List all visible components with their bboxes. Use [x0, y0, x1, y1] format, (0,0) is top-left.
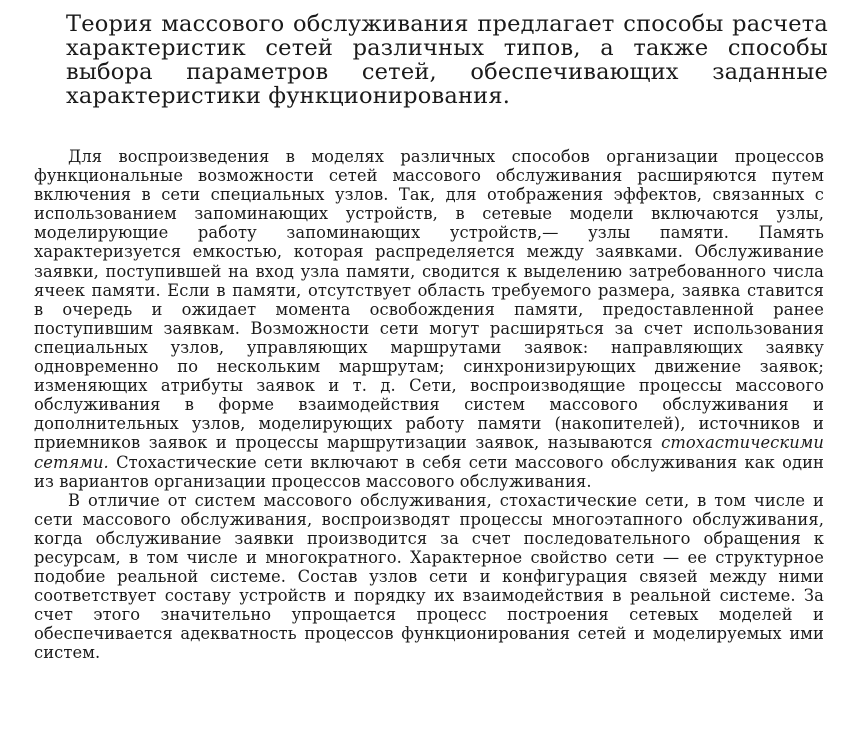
lead-paragraph: Теория массового обслуживания предлагает способы расчета характеристик сетей различных типов, а также способы выбора параметров сетей, обеспечивающих заданные характеристики функционирования. — [66, 11, 828, 109]
paragraph-difference: В отличие от систем массового обслуживания, стохастические сети, в том числе и сети массового обслуживания, воспроизводят процессы многоэтапного обслуживания, когда обслуживание заявки производится за счет последовательного обращения к ресурсам, в том числе и многократного. Характерное свойство сети — ее структурное подобие реальной системе. Состав узлов сети и конфигурация связей между ними соответствует составу устройств и порядку их взаимодействия в реальной системе. За счет этого значительно упрощается процесс построения сетевых моделей и обеспечивается адекватность процессов функционирования сетей и моделируемых ими систем. — [34, 490, 824, 663]
term-stochastic-networks: стохастическими сетями. — [34, 433, 824, 472]
body-text — [34, 147, 824, 663]
paragraph-text-after: Стохастические сети включают в себя сети массового обслуживания как один из вариантов организации процессов массового обслуживания. — [34, 452, 824, 491]
paragraph-text-before: Для воспроизведения в моделях различных способов организации процессов функциональные возможности сетей массового обслуживания расширяются путем включения в сети специальных узлов. Так, для отображения эффектов, связанных с использованием запоминающих устройств, в сетевые модели включаются узлы, моделирующие работу запоминающих устройств,— узлы памяти. Память характеризуется емкостью, которая распределяется между заявками. Обслуживание заявки, поступившей на вход узла памяти, сводится к выделению затребованного числа ячеек памяти. Если в памяти, отсутствует область требуемого размера, заявка ставится в очередь и ожидает момента освобождения памяти, предоставленной ранее поступившим заявкам. Возможности сети могут расширяться за счет использования специальных узлов, управляющих маршрутами заявок: направляющих заявку одновременно по нескольким маршрутам; синхронизирующих движение заявок; изменяющих атрибуты заявок и т. д. Сети, воспроизводящие процессы массового обслуживания в форме взаимодействия систем массового обслуживания и дополнительных узлов, моделирующих работу памяти (накопителей), источников и приемников заявок и процессы маршрутизации заявок, называются — [34, 147, 824, 453]
paragraph-stochastic-networks — [34, 147, 824, 491]
